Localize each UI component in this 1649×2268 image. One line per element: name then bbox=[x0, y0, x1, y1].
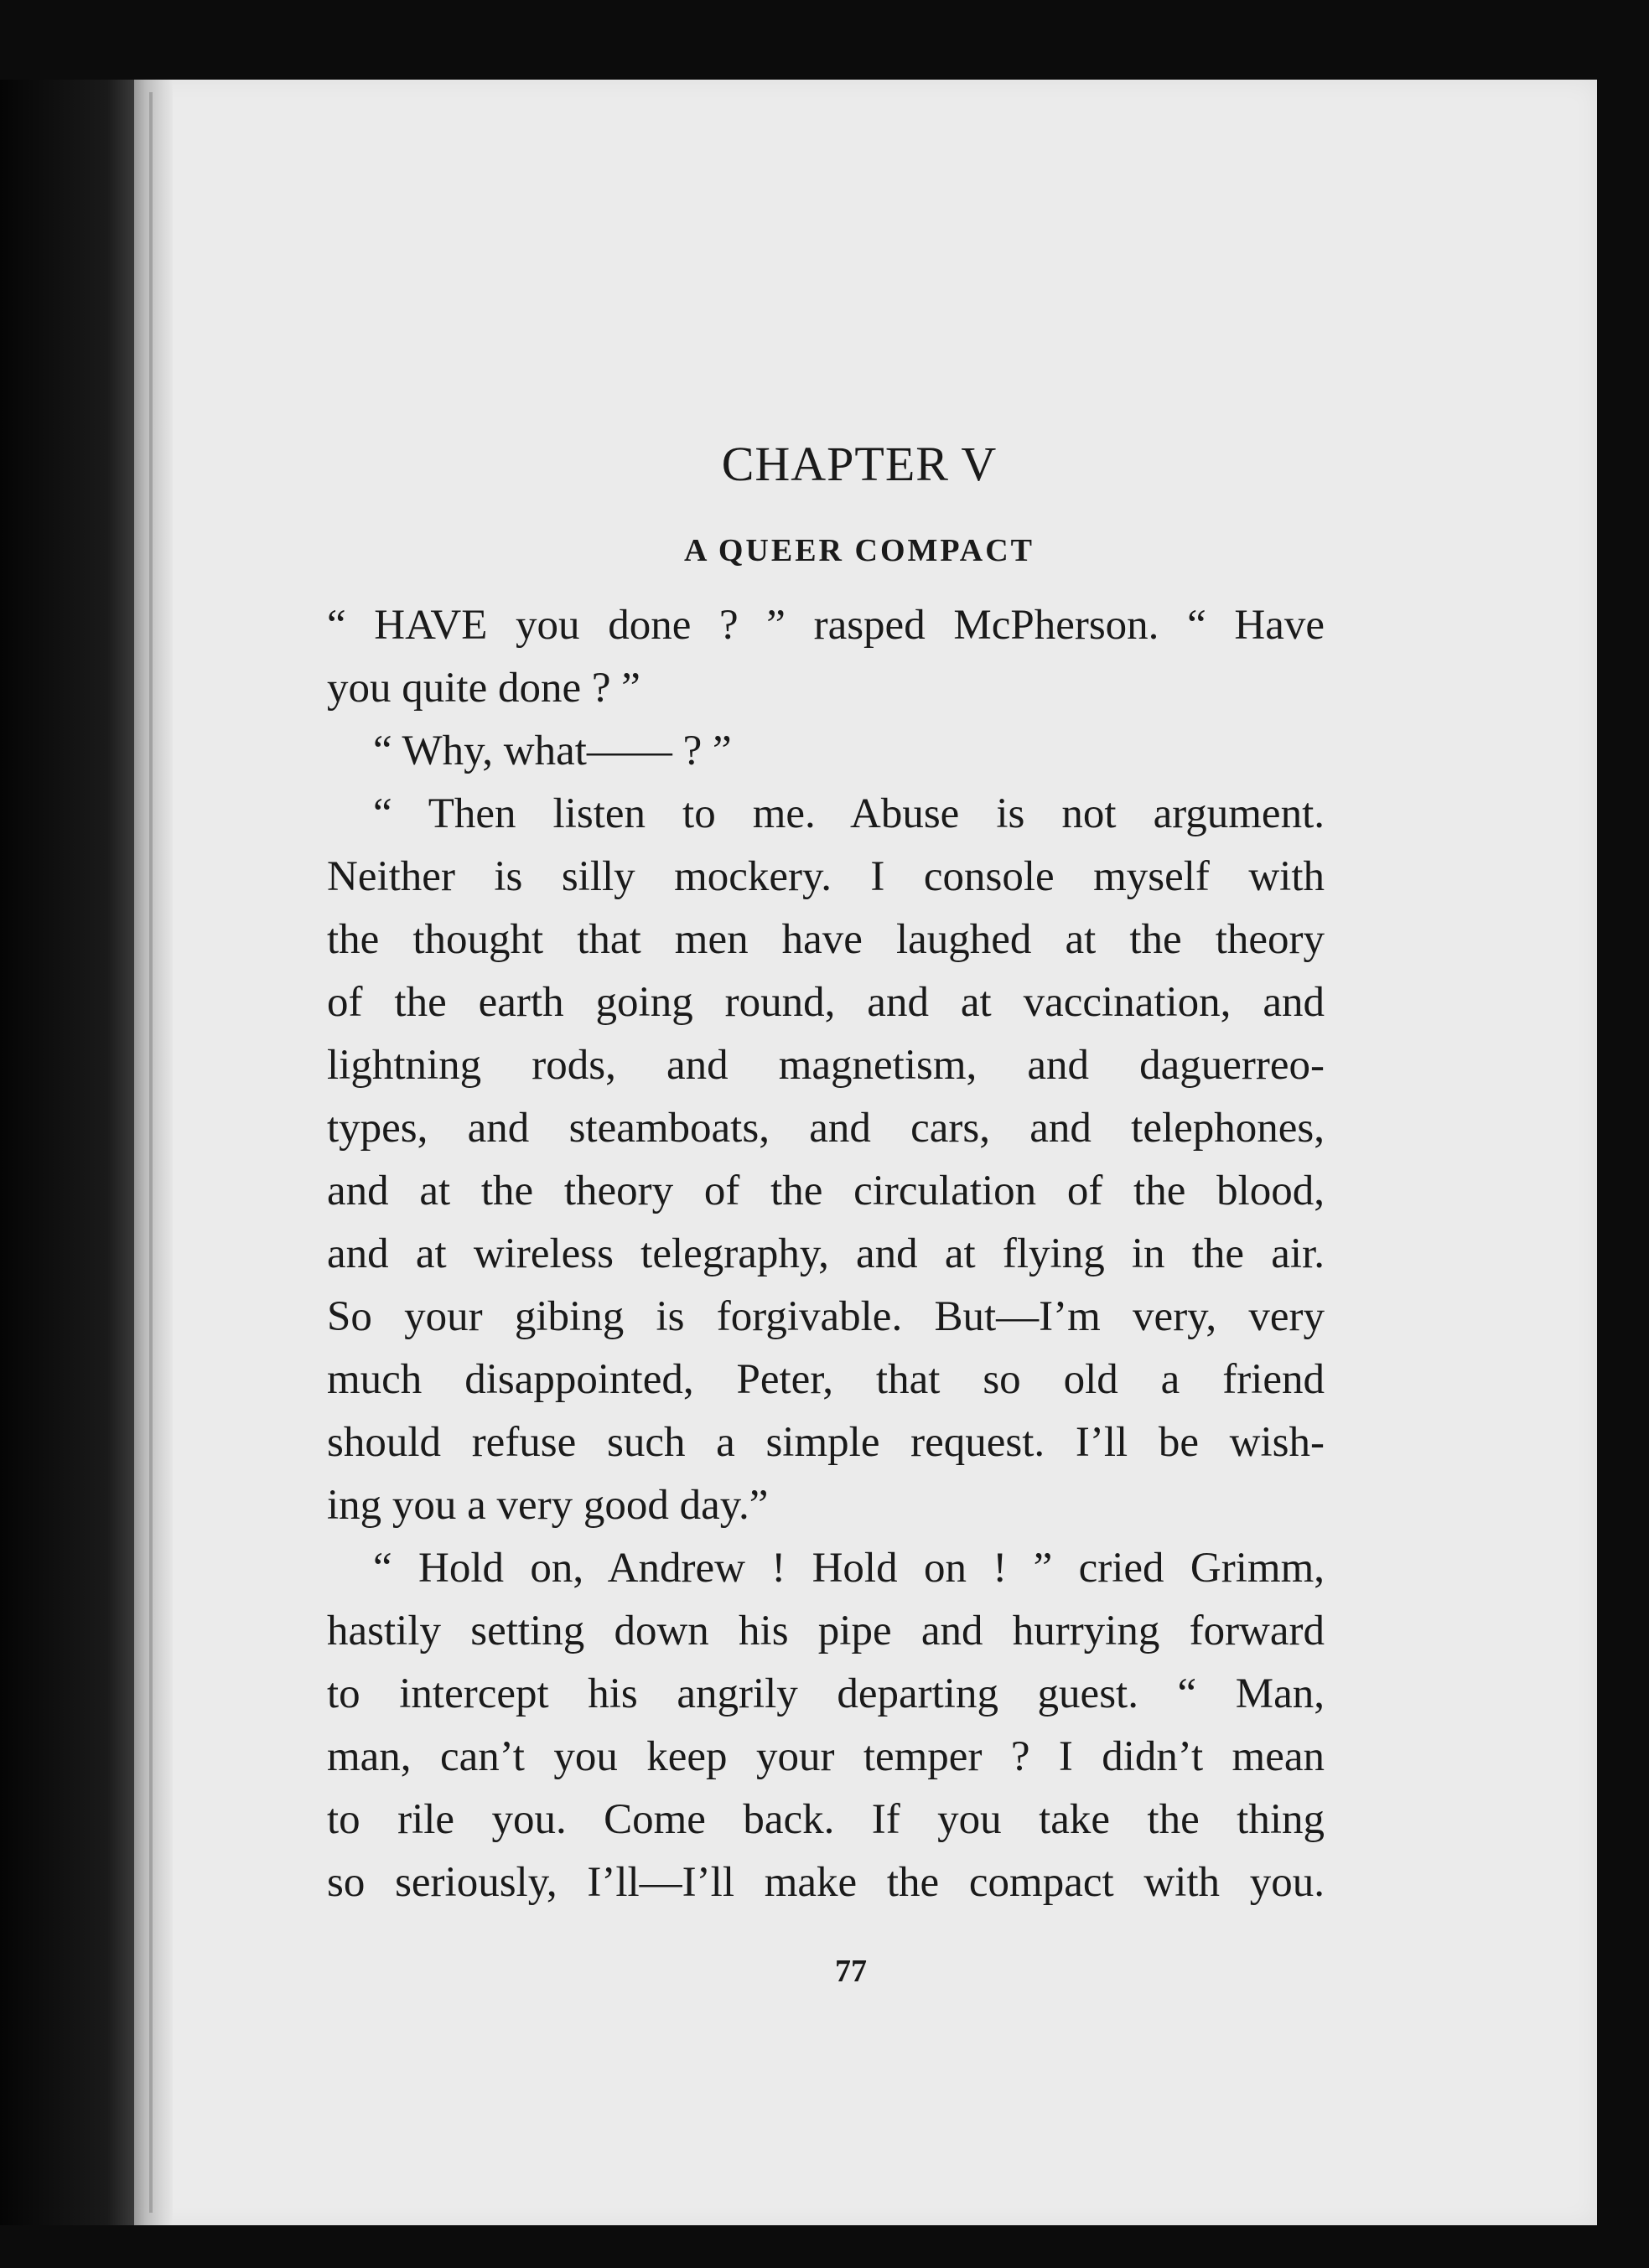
text-line: hastily setting down his pipe and hurrying forward bbox=[327, 1608, 1325, 1654]
text-line: man, can’t you keep your temper ? I didn’t mean bbox=[327, 1733, 1325, 1780]
text-line: “ HAVE you done ? ” rasped McPherson. “ Have bbox=[327, 602, 1325, 649]
chapter-heading: CHAPTER V bbox=[721, 437, 998, 491]
page-number: 77 bbox=[835, 1954, 867, 1989]
text-line: So your gibing is forgivable. But—I’m very, very bbox=[327, 1293, 1325, 1340]
text-line: much disappointed, Peter, that so old a friend bbox=[327, 1356, 1325, 1403]
text-line: to intercept his angrily departing guest. “ Man, bbox=[327, 1670, 1325, 1717]
text-line: the thought that men have laughed at the theory bbox=[327, 916, 1325, 963]
text-line: “ Why, what—— ? ” bbox=[373, 728, 732, 774]
text-line: and at the theory of the circulation of the blood, bbox=[327, 1168, 1325, 1214]
text-line: and at wireless telegraphy, and at flying in the air. bbox=[327, 1230, 1325, 1277]
book-gutter bbox=[134, 80, 173, 2225]
text-line: types, and steamboats, and cars, and telephones, bbox=[327, 1105, 1325, 1152]
text-line: “ Then listen to me. Abuse is not argument. bbox=[373, 790, 1325, 837]
chapter-body bbox=[327, 594, 1325, 1914]
text-line: should refuse such a simple request. I’ll be wish- bbox=[327, 1419, 1325, 1466]
facing-page-edge bbox=[0, 80, 134, 2225]
chapter-title: A QUEER COMPACT bbox=[684, 533, 1035, 568]
page-text-block bbox=[327, 436, 1325, 1914]
text-line: of the earth going round, and at vaccination, and bbox=[327, 979, 1325, 1026]
gutter-fold-line bbox=[149, 92, 153, 2213]
text-line: Neither is silly mockery. I console myself with bbox=[327, 853, 1325, 900]
text-line: ing you a very good day.” bbox=[327, 1482, 769, 1529]
text-line: “ Hold on, Andrew ! Hold on ! ” cried Grimm, bbox=[373, 1545, 1325, 1592]
text-line: you quite done ? ” bbox=[327, 665, 640, 712]
text-line: so seriously, I’ll—I’ll make the compact with you. bbox=[327, 1859, 1325, 1906]
text-line: to rile you. Come back. If you take the thing bbox=[327, 1796, 1325, 1843]
text-line: lightning rods, and magnetism, and daguerreo- bbox=[327, 1042, 1325, 1089]
